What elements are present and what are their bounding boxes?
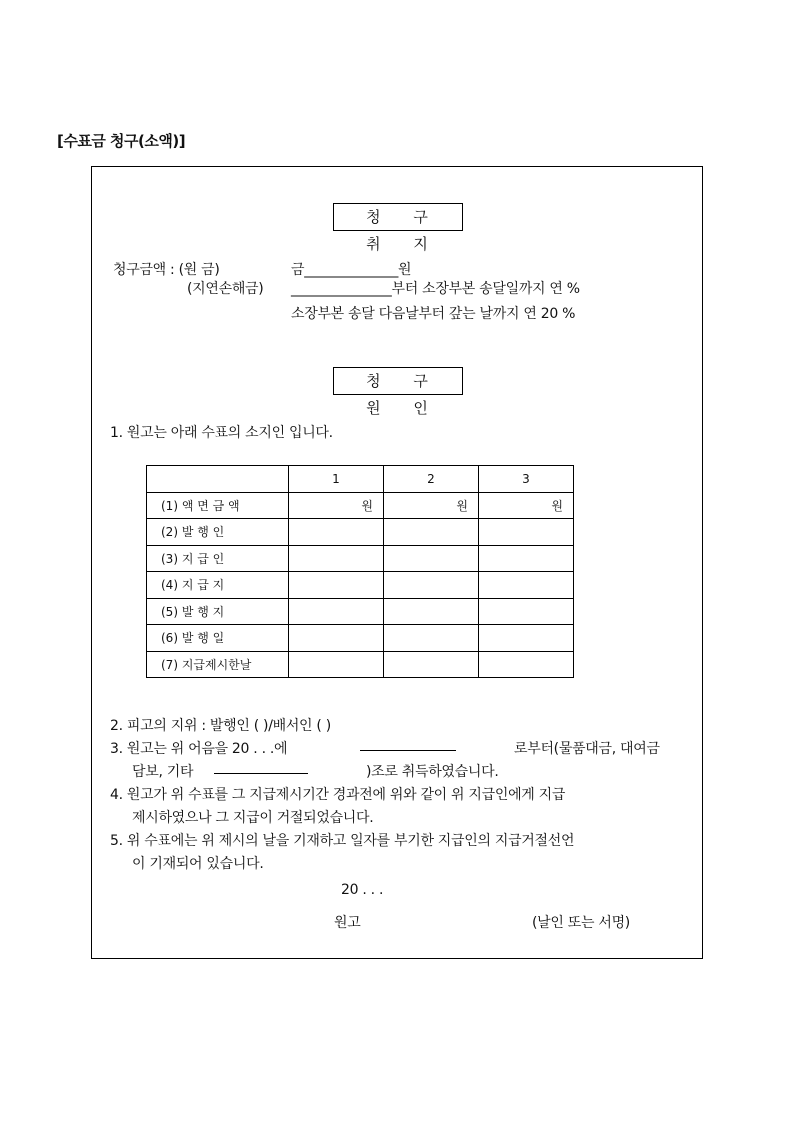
- table-cell: [289, 572, 384, 599]
- table-cell: [384, 519, 479, 546]
- interest-label: (지연손해금): [187, 281, 264, 297]
- seal-label: (날인 또는 서명): [532, 915, 630, 931]
- table-cell: 원: [479, 492, 574, 519]
- cause-item-1: 1. 원고는 아래 수표의 소지인 입니다.: [110, 425, 333, 441]
- cause-item-3-b: 로부터(물품대금, 대여금: [514, 741, 660, 757]
- table-row: [147, 519, 574, 546]
- table-cell: [479, 519, 574, 546]
- row-label: (5) 발 행 지: [147, 598, 289, 625]
- cause-item-3-c: 담보, 기타: [132, 764, 194, 780]
- table-cell: [289, 545, 384, 572]
- table-cell: [384, 545, 479, 572]
- table-header-row: [147, 466, 574, 493]
- principal-field: 금______________원: [291, 262, 412, 278]
- signature-date: 20 . . .: [341, 882, 384, 898]
- table-col-header: 3: [479, 466, 574, 493]
- cause-item-5-b: 이 기재되어 있습니다.: [132, 856, 264, 872]
- cause-item-3-a: 3. 원고는 위 어음을 20 . . .에: [110, 741, 288, 757]
- other-reason-blank: [214, 761, 308, 774]
- table-cell: [384, 651, 479, 678]
- form-frame: [91, 166, 703, 959]
- page-heading: [수표금 청구(소액)]: [57, 132, 186, 150]
- cause-item-4-a: 4. 원고가 위 수표를 그 지급제시기간 경과전에 위와 같이 위 지급인에게 지급: [110, 787, 566, 803]
- table-row: [147, 545, 574, 572]
- table-col-header: 2: [384, 466, 479, 493]
- claim-purpose-title: 청 구 취 지: [333, 203, 463, 231]
- row-label: (7) 지급제시한날: [147, 651, 289, 678]
- table-cell: [289, 598, 384, 625]
- table-cell: [384, 625, 479, 652]
- table-cell: [289, 651, 384, 678]
- claim-amount-label: 청구금액 : (원 금): [113, 262, 220, 278]
- interest-line-2: 소장부본 송달 다음날부터 갚는 날까지 연 20 %: [291, 306, 576, 322]
- table-row: [147, 651, 574, 678]
- cause-item-3-d: )조로 취득하였습니다.: [366, 764, 499, 780]
- row-label: (4) 지 급 지: [147, 572, 289, 599]
- table-cell: 원: [384, 492, 479, 519]
- table-cell: [479, 598, 574, 625]
- table-corner-cell: [147, 466, 289, 493]
- table-row: [147, 598, 574, 625]
- table-cell: [479, 651, 574, 678]
- table-col-header: 1: [289, 466, 384, 493]
- table-row: [147, 492, 574, 519]
- check-info-table: [146, 465, 574, 678]
- plaintiff-label: 원고: [334, 915, 361, 931]
- table-cell: [384, 598, 479, 625]
- interest-line-1: _______________부터 소장부본 송달일까지 연 %: [291, 281, 580, 297]
- table-cell: [289, 519, 384, 546]
- table-cell: [479, 545, 574, 572]
- cause-item-2: 2. 피고의 지위 : 발행인 ( )/배서인 ( ): [110, 718, 331, 734]
- cause-item-5-a: 5. 위 수표에는 위 제시의 날을 기재하고 일자를 부기한 지급인의 지급거절선언: [110, 833, 575, 849]
- acquired-from-blank: [360, 738, 456, 751]
- row-label: (3) 지 급 인: [147, 545, 289, 572]
- row-label: (1) 액 면 금 액: [147, 492, 289, 519]
- row-label: (2) 발 행 인: [147, 519, 289, 546]
- claim-cause-title: 청 구 원 인: [333, 367, 463, 395]
- table-cell: [384, 572, 479, 599]
- table-cell: [479, 572, 574, 599]
- table-row: [147, 572, 574, 599]
- cause-item-4-b: 제시하였으나 그 지급이 거절되었습니다.: [132, 810, 374, 826]
- table-cell: [289, 625, 384, 652]
- table-cell: [479, 625, 574, 652]
- table-cell: 원: [289, 492, 384, 519]
- row-label: (6) 발 행 일: [147, 625, 289, 652]
- table-row: [147, 625, 574, 652]
